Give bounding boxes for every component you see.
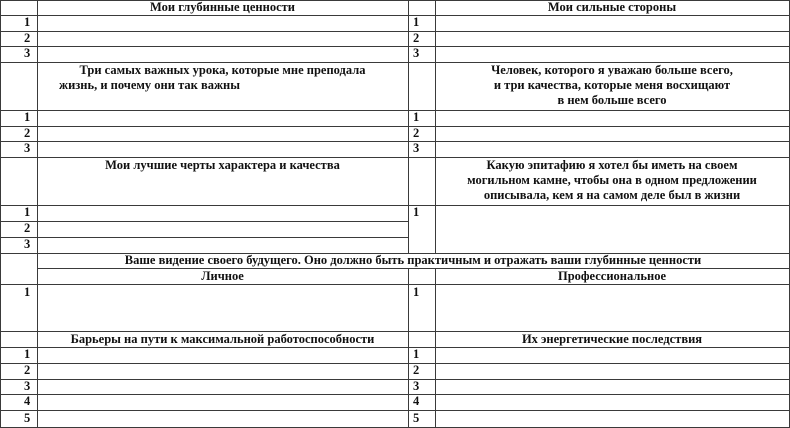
respected-person-heading-line: и три качества, которые меня восхищают [493, 78, 731, 92]
strengths-row-number: 2 [413, 31, 420, 45]
energy-row-number: 4 [413, 394, 420, 408]
values-heading: Мои глубинные ценности [150, 0, 295, 14]
lessons-row-number: 3 [24, 141, 31, 155]
energy-row-number: 3 [413, 379, 420, 393]
grid-line [0, 46, 790, 47]
grid-line [0, 221, 409, 222]
grid-line [0, 379, 790, 380]
personal-heading: Личное [201, 269, 244, 283]
grid-line [0, 237, 409, 238]
best-traits-heading: Мои лучшие черты характера и качества [105, 158, 340, 172]
values-row-number: 3 [24, 46, 31, 60]
barriers-row-number: 2 [24, 363, 31, 377]
respected-person-heading [435, 63, 789, 108]
grid-line [408, 268, 409, 428]
grid-line [0, 15, 790, 16]
lessons-row-number: 2 [24, 126, 31, 140]
grid-line [0, 410, 790, 411]
vision-heading: Ваше видение своего будущего. Оно должно быть практичным и отражать ваши глубинные ценности [124, 253, 702, 267]
professional-heading: Профессиональное [557, 269, 666, 283]
respected-person-heading-line: Человек, которого я уважаю больше всего, [491, 63, 733, 77]
respected-person-row-number: 3 [413, 141, 420, 155]
barriers-row-number: 3 [24, 379, 31, 393]
values-row-number: 2 [24, 31, 31, 45]
energy-row-number: 2 [413, 363, 420, 377]
lessons-heading [37, 63, 408, 93]
best-traits-row-number: 3 [24, 237, 31, 251]
grid-line [0, 347, 790, 348]
energy-heading: Их энергетические последствия [521, 332, 703, 346]
barriers-row-number: 1 [24, 347, 31, 361]
epitaph-heading-line: описывала, кем я на самом деле был в жизни [483, 188, 741, 202]
strengths-heading: Мои сильные стороны [547, 0, 677, 14]
strengths-row-number: 1 [413, 15, 420, 29]
epitaph-heading [435, 158, 789, 203]
grid-line [0, 110, 790, 111]
grid-line [0, 126, 790, 127]
epitaph-heading-line: могильном камне, чтобы она в одном предложении [467, 173, 757, 187]
respected-person-row-number: 1 [413, 110, 420, 124]
energy-row-number: 5 [413, 411, 420, 425]
grid-line [0, 205, 790, 206]
grid-line [0, 284, 790, 285]
lessons-heading-line: Три самых важных урока, которые мне преподала [79, 63, 366, 77]
barriers-heading: Барьеры на пути к максимальной работоспособности [70, 332, 375, 346]
grid-line [0, 141, 790, 142]
best-traits-row-number: 1 [24, 205, 31, 219]
lessons-row-number: 1 [24, 110, 31, 124]
grid-line [0, 31, 790, 32]
grid-line [435, 268, 436, 428]
barriers-row-number: 5 [24, 411, 31, 425]
barriers-row-number: 4 [24, 394, 31, 408]
professional-row-number: 1 [413, 285, 420, 299]
strengths-row-number: 3 [413, 46, 420, 60]
respected-person-heading-line: в нем больше всего [557, 93, 667, 107]
personal-row-number: 1 [24, 285, 31, 299]
epitaph-row-number: 1 [413, 205, 420, 219]
values-row-number: 1 [24, 15, 31, 29]
grid-line [0, 394, 790, 395]
lessons-heading-line: жизнь, и почему они так важны [59, 78, 240, 92]
respected-person-row-number: 2 [413, 126, 420, 140]
epitaph-heading-line: Какую эпитафию я хотел бы иметь на своем [486, 158, 738, 172]
best-traits-row-number: 2 [24, 221, 31, 235]
energy-row-number: 1 [413, 347, 420, 361]
grid-line [0, 363, 790, 364]
